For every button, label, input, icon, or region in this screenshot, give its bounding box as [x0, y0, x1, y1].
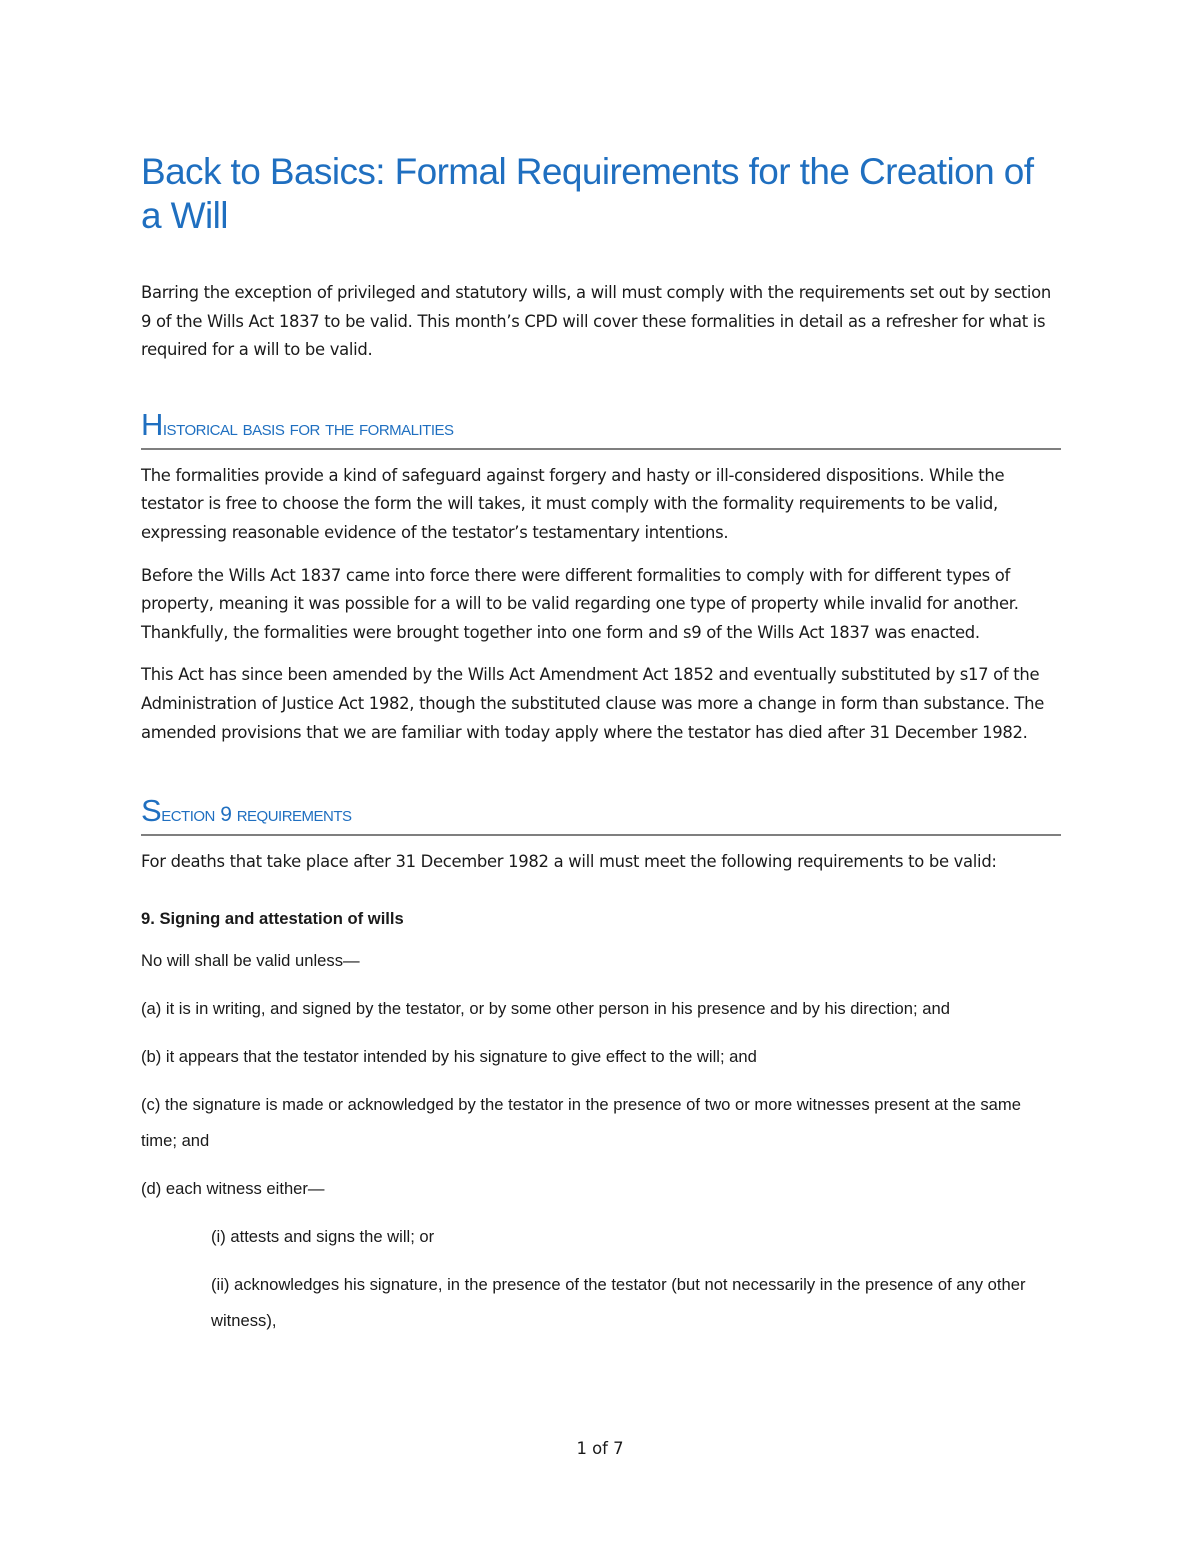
section-heading-historical	[141, 406, 1061, 450]
historical-paragraph-3: This Act has since been amended by the Wills Act Amendment Act 1852 and eventually substituted by s17 of the Administration of Justice Act 1982, though the substituted clause was more a change in form than substance. The amended provisions that we are familiar with today apply where the testator has died after 31 December 1982.	[141, 665, 1044, 742]
statute-extract	[141, 907, 1061, 1339]
statute-lead: No will shall be valid unless—	[141, 950, 360, 970]
section-heading-section-9	[141, 795, 1061, 836]
document-title: Back to Basics: Formal Requirements for the Creation of a Will	[141, 151, 1034, 236]
page-number: 1 of 7	[576, 1439, 624, 1458]
statute-clause-d-ii: (ii) acknowledges his signature, in the presence of the testator (but not necessarily in the presence of any other witness),	[211, 1274, 1026, 1330]
statute-title: 9. Signing and attestation of wills	[141, 908, 404, 928]
historical-paragraph-2: Before the Wills Act 1837 came into force there were different formalities to comply with for different types of property, meaning it was possible for a will to be valid regarding one type of property while invalid for another. Thankfully, the formalities were brought together into one form and s9 of the Wills Act 1837 was enacted.	[141, 565, 1019, 642]
intro-paragraph: Barring the exception of privileged and statutory wills, a will must comply with the requirements set out by section 9 of the Wills Act 1837 to be valid. This month’s CPD will cover these formalities in detail as a refresher for what is required for a will to be valid.	[141, 283, 1051, 360]
historical-paragraph-1: The formalities provide a kind of safeguard against forgery and hasty or ill-considered dispositions. While the testator is free to choose the form the will takes, it must comply with the formality requirements to be valid, expressing reasonable evidence of the testator’s testamentary intentions.	[141, 465, 1005, 542]
section-9-intro-paragraph: For deaths that take place after 31 December 1982 a will must meet the following requirements to be valid:	[141, 852, 997, 872]
section-heading-text: ection 9 requirements	[161, 803, 352, 827]
statute-clause-b: (b) it appears that the testator intended by his signature to give effect to the will; and	[141, 1046, 757, 1066]
statute-clause-c: (c) the signature is made or acknowledged by the testator in the presence of two or more witnesses present at the same time; and	[141, 1094, 1021, 1150]
document-content	[141, 150, 1061, 1339]
section-heading-text: istorical basis for the formalities	[162, 416, 454, 440]
statute-clause-d-i: (i) attests and signs the will; or	[211, 1226, 435, 1246]
section-heading-initial: S	[141, 793, 162, 829]
section-heading-initial: H	[141, 406, 163, 442]
statute-clause-a: (a) it is in writing, and signed by the testator, or by some other person in his presence and by his direction; and	[141, 998, 950, 1018]
statute-clause-d: (d) each witness either—	[141, 1178, 325, 1198]
